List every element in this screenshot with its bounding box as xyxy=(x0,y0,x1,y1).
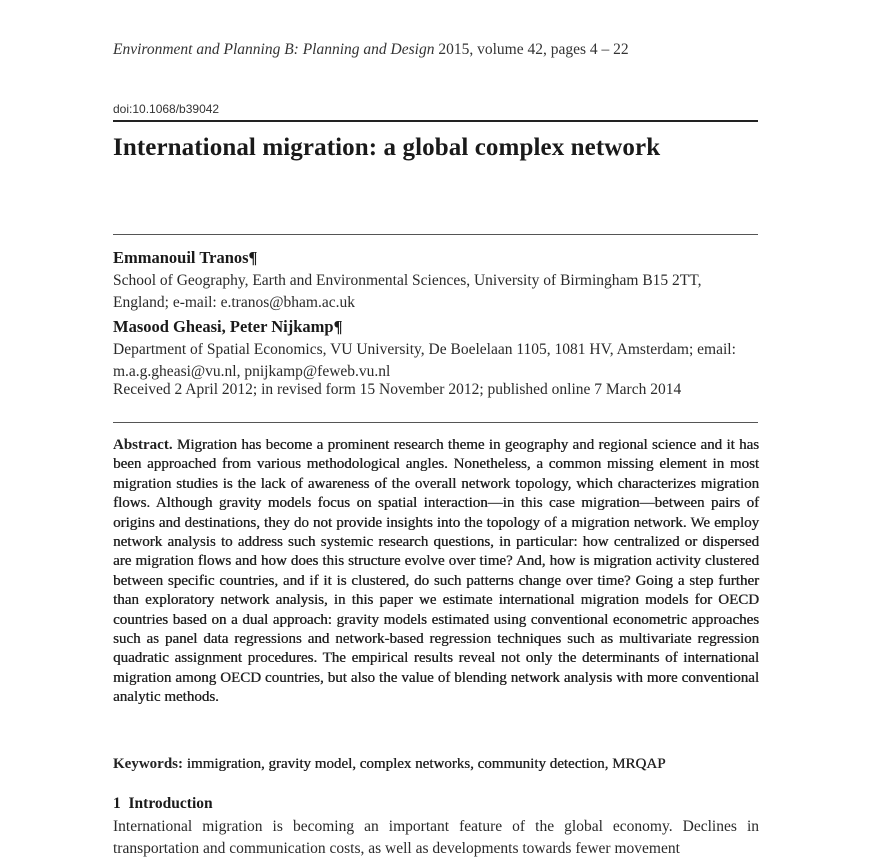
author-names-1: Emmanouil Tranos¶ xyxy=(113,248,258,267)
keywords-text: immigration, gravity model, complex networks, community detection, MRQAP xyxy=(186,756,666,772)
received-dates: Received 2 April 2012; in revised form 15 November 2012; published online 7 March 2014 xyxy=(113,381,682,398)
abstract xyxy=(113,436,759,708)
keywords xyxy=(113,756,759,773)
header-rule xyxy=(113,120,758,122)
section-number: 1 xyxy=(113,795,121,812)
abstract-label: Abstract. xyxy=(113,437,173,453)
author-affiliation-1: School of Geography, Earth and Environmental Sciences, University of Birmingham B15 2TT, England; e-mail: e.tranos@bham.ac.uk xyxy=(113,272,702,311)
paper-title: International migration: a global complex network xyxy=(113,134,661,161)
section-title: Introduction xyxy=(128,795,213,812)
doi[interactable]: doi:10.1068/b39042 xyxy=(113,102,220,116)
journal-name: Environment and Planning B: Planning and Design xyxy=(113,41,435,58)
author-affiliation-2: Department of Spatial Economics, VU University, De Boelelaan 1105, 1081 HV, Amsterdam; email: m.a.g.gheasi@vu.nl, pnijkamp@feweb.vu.nl xyxy=(113,341,736,380)
authors-top-rule xyxy=(113,234,758,235)
authors-bottom-rule xyxy=(113,422,758,423)
journal-citation xyxy=(113,41,773,59)
journal-volume-pages: 2015, volume 42, pages 4 – 22 xyxy=(434,41,629,58)
abstract-text: Migration has become a prominent research theme in geography and regional science and it has been approached from various methodological angles. Nonetheless, a common missing element in most migration studies is the lack of awareness of the overall network topology, which characterizes migration flows. Although gravity models focus on spatial interaction—in this case migration—between pairs of origins and destinations, they do not provide insights into the topology of a migration network. We employ network analysis to address such systemic research questions, in particular: how centralized or dispersed are migration flows and how does this structure evolve over time? And, how is migration activity clustered between specific countries, and if it is clustered, do such patterns change over time? Going a step further than exploratory network analysis, in this paper we estimate international migration models for OECD countries based on a dual approach: gravity models estimated using conventional econometric approaches such as panel data regressions and network-based regression techniques such as multivariate regression quadratic assignment procedures. The empirical results reveal not only the determinants of international migration among OECD countries, but also the value of blending network analysis with more conventional analytic methods. xyxy=(113,437,759,706)
section-body-text: International migration is becoming an important feature of the global economy. Declines in transportation and communication costs, as well as developments towards fewer movement xyxy=(113,818,759,857)
author-names-2: Masood Gheasi, Peter Nijkamp¶ xyxy=(113,317,343,336)
section-heading xyxy=(113,795,213,813)
keywords-label: Keywords: xyxy=(113,756,183,772)
